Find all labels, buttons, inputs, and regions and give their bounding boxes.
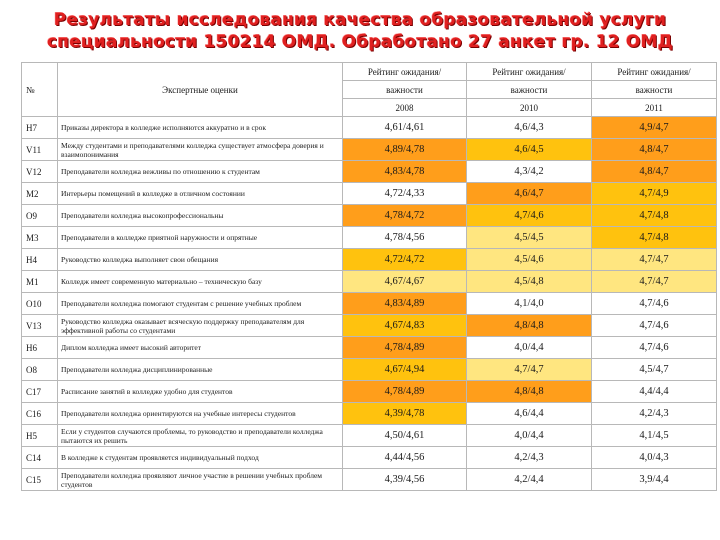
row-value-2010: 4,6/4,4 [467, 403, 592, 425]
row-value-2010: 4,8/4,8 [467, 381, 592, 403]
row-value-2011: 4,7/4,7 [592, 271, 717, 293]
row-value-2011: 4,4/4,4 [592, 381, 717, 403]
row-value-2008: 4,78/4,89 [343, 381, 467, 403]
row-value-2010: 4,2/4,4 [467, 469, 592, 491]
row-value-2011: 4,5/4,7 [592, 359, 717, 381]
table-row [22, 139, 717, 161]
row-value-2008: 4,39/4,56 [343, 469, 467, 491]
table-row [22, 469, 717, 491]
row-code: О8 [22, 359, 58, 381]
header-2010-line1: Рейтинг ожидания/ [467, 63, 592, 81]
row-value-2011: 4,2/4,3 [592, 403, 717, 425]
header-2010-line2: важности [467, 81, 592, 99]
row-value-2010: 4,6/4,5 [467, 139, 592, 161]
title-line-2: специальности 150214 ОМД. Обработано 27 анкет гр. 12 ОМД [46, 32, 674, 52]
row-value-2011: 4,7/4,8 [592, 227, 717, 249]
table-body [22, 117, 717, 491]
row-value-2008: 4,67/4,83 [343, 315, 467, 337]
row-value-2008: 4,67/4,67 [343, 271, 467, 293]
row-code: М3 [22, 227, 58, 249]
row-code: Н6 [22, 337, 58, 359]
row-criterion: Преподаватели в колледже приятной наружности и опрятные [58, 227, 343, 249]
table-row [22, 447, 717, 469]
row-value-2010: 4,7/4,7 [467, 359, 592, 381]
table-row [22, 117, 717, 139]
row-code: М1 [22, 271, 58, 293]
row-value-2008: 4,78/4,72 [343, 205, 467, 227]
row-value-2008: 4,50/4,61 [343, 425, 467, 447]
row-value-2010: 4,8/4,8 [467, 315, 592, 337]
row-value-2008: 4,83/4,89 [343, 293, 467, 315]
row-value-2008: 4,83/4,78 [343, 161, 467, 183]
row-value-2011: 4,9/4,7 [592, 117, 717, 139]
table-row [22, 271, 717, 293]
row-value-2011: 4,1/4,5 [592, 425, 717, 447]
row-criterion: Преподаватели колледжа ориентируются на учебные интересы студентов [58, 403, 343, 425]
row-value-2010: 4,7/4,6 [467, 205, 592, 227]
row-criterion: Интерьеры помещений в колледже в отличном состоянии [58, 183, 343, 205]
row-criterion: Если у студентов случаются проблемы, то руководство и преподаватели колледжа пытаются их решить [58, 425, 343, 447]
row-code: V11 [22, 139, 58, 161]
table-row [22, 425, 717, 447]
row-value-2011: 4,8/4,7 [592, 161, 717, 183]
table-row [22, 403, 717, 425]
table-row [22, 293, 717, 315]
page-title [0, 0, 720, 56]
row-value-2008: 4,61/4,61 [343, 117, 467, 139]
header-year-2008: 2008 [343, 99, 467, 117]
row-value-2008: 4,78/4,56 [343, 227, 467, 249]
row-value-2011: 4,7/4,6 [592, 293, 717, 315]
table-row [22, 161, 717, 183]
row-value-2010: 4,6/4,7 [467, 183, 592, 205]
row-value-2008: 4,67/4,94 [343, 359, 467, 381]
row-code: О10 [22, 293, 58, 315]
row-value-2010: 4,5/4,5 [467, 227, 592, 249]
row-value-2011: 4,7/4,6 [592, 315, 717, 337]
row-value-2011: 4,0/4,3 [592, 447, 717, 469]
row-criterion: Руководство колледжа оказывает всяческую поддержку преподавателям для эффективной работы со студентами [58, 315, 343, 337]
row-code: С17 [22, 381, 58, 403]
row-value-2008: 4,89/4,78 [343, 139, 467, 161]
row-criterion: Преподаватели колледжа вежливы по отношению к студентам [58, 161, 343, 183]
table-row [22, 227, 717, 249]
row-value-2011: 4,7/4,8 [592, 205, 717, 227]
table-row [22, 315, 717, 337]
row-code: О9 [22, 205, 58, 227]
row-criterion: Приказы директора в колледже исполняются аккуратно и в срок [58, 117, 343, 139]
row-code: С15 [22, 469, 58, 491]
row-value-2010: 4,5/4,6 [467, 249, 592, 271]
row-criterion: Колледж имеет современную материально – техническую базу [58, 271, 343, 293]
table-row [22, 359, 717, 381]
header-2011-line1: Рейтинг ожидания/ [592, 63, 717, 81]
row-criterion: В колледже к студентам проявляется индивидуальный подход [58, 447, 343, 469]
row-criterion: Расписание занятий в колледже удобно для студентов [58, 381, 343, 403]
row-value-2011: 4,7/4,6 [592, 337, 717, 359]
row-code: Н4 [22, 249, 58, 271]
row-code: С16 [22, 403, 58, 425]
row-code: С14 [22, 447, 58, 469]
header-2008-line1: Рейтинг ожидания/ [343, 63, 467, 81]
results-table [21, 62, 717, 491]
header-2008-line2: важности [343, 81, 467, 99]
row-criterion: Преподаватели колледжа помогают студентам с решение учебных проблем [58, 293, 343, 315]
row-code: Н7 [22, 117, 58, 139]
row-criterion: Диплом колледжа имеет высокий авторитет [58, 337, 343, 359]
row-criterion: Преподаватели колледжа проявляют личное участие в решении учебных проблем студентов [58, 469, 343, 491]
table-row [22, 205, 717, 227]
row-value-2010: 4,3/4,2 [467, 161, 592, 183]
row-criterion: Руководство колледжа выполняет свои обещания [58, 249, 343, 271]
row-code: V13 [22, 315, 58, 337]
row-value-2010: 4,2/4,3 [467, 447, 592, 469]
row-criterion: Преподаватели колледжа дисциплинированные [58, 359, 343, 381]
row-value-2008: 4,72/4,33 [343, 183, 467, 205]
row-code: М2 [22, 183, 58, 205]
row-value-2010: 4,6/4,3 [467, 117, 592, 139]
row-value-2008: 4,39/4,78 [343, 403, 467, 425]
table-header [22, 63, 717, 117]
row-value-2010: 4,1/4,0 [467, 293, 592, 315]
row-value-2008: 4,44/4,56 [343, 447, 467, 469]
row-value-2011: 4,7/4,9 [592, 183, 717, 205]
row-value-2010: 4,5/4,8 [467, 271, 592, 293]
table-row [22, 381, 717, 403]
table-row [22, 249, 717, 271]
table-row [22, 183, 717, 205]
row-criterion: Между студентами и преподавателями колледжа существует атмосфера доверия и взаимопонимания [58, 139, 343, 161]
row-value-2011: 3,9/4,4 [592, 469, 717, 491]
row-value-2008: 4,72/4,72 [343, 249, 467, 271]
table-row [22, 337, 717, 359]
row-criterion: Преподаватели колледжа высокопрофессиональны [58, 205, 343, 227]
header-number: № [22, 63, 58, 117]
row-code: V12 [22, 161, 58, 183]
row-value-2011: 4,7/4,7 [592, 249, 717, 271]
row-value-2008: 4,78/4,89 [343, 337, 467, 359]
header-2011-line2: важности [592, 81, 717, 99]
header-year-2010: 2010 [467, 99, 592, 117]
row-code: Н5 [22, 425, 58, 447]
row-value-2010: 4,0/4,4 [467, 337, 592, 359]
header-year-2011: 2011 [592, 99, 717, 117]
title-line-1: Результаты исследования качества образовательной услуги [53, 10, 667, 30]
header-criteria: Экспертные оценки [58, 63, 343, 117]
row-value-2011: 4,8/4,7 [592, 139, 717, 161]
row-value-2010: 4,0/4,4 [467, 425, 592, 447]
